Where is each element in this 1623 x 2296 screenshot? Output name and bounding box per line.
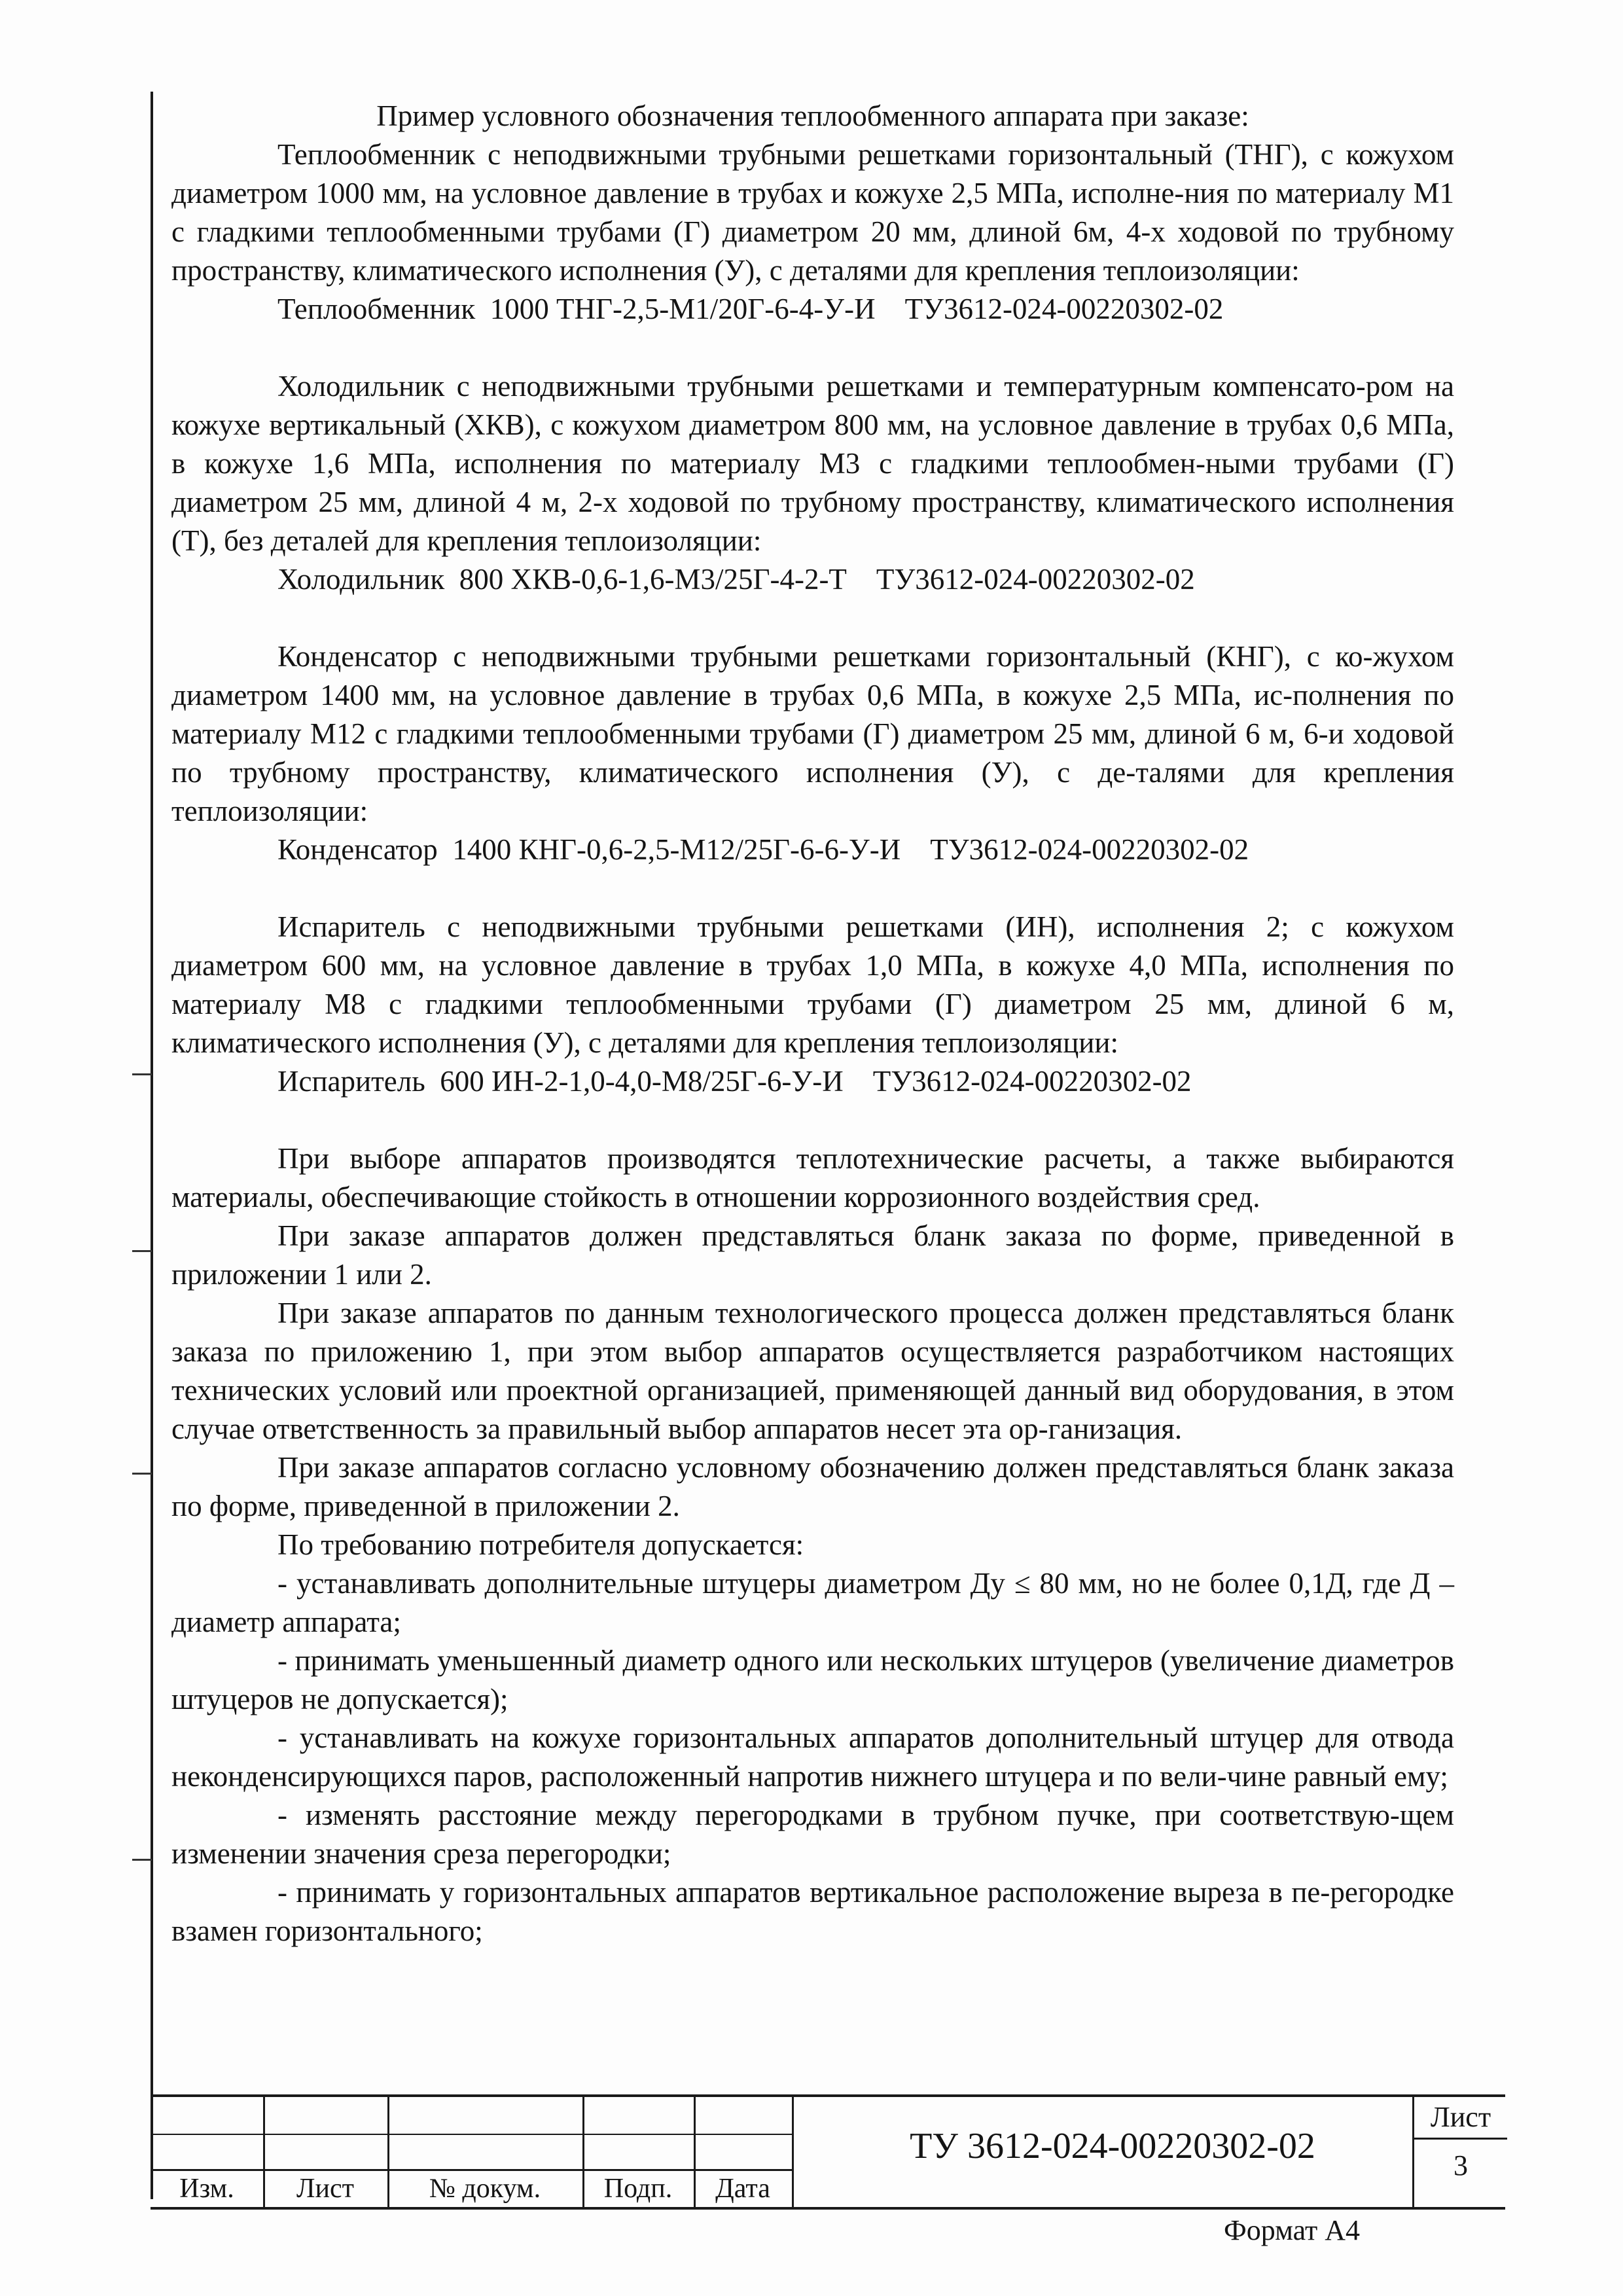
margin-tick xyxy=(132,1073,152,1075)
title-block xyxy=(151,2094,1505,2210)
example-4-text: Испаритель с неподвижными трубными решетками (ИН), исполнения 2; с кожухом диаметром 600 мм, на условное давление в трубах 1,0 МПа, в кожухе 4,0 МПа, исполнения по материалу М8 с гладкими теплообменными трубами (Г) диаметром 25 мм, длиной 6 м, климатического исполнения (У), с деталями для крепления теплоизоляции: xyxy=(171,910,1454,1059)
margin-tick xyxy=(132,1473,152,1475)
list-item: - устанавливать дополнительные штуцеры диаметром Ду ≤ 80 мм, но не более 0,1Д, где Д – диаметр аппарата; xyxy=(171,1567,1454,1638)
column-change-label: Изм. xyxy=(179,2174,234,2204)
column-date-label: Дата xyxy=(715,2174,770,2204)
example-3-text: Конденсатор с неподвижными трубными решетками горизонтальный (КНГ), с ко-жухом диаметром 1400 мм, на условное давление в трубах 0,6 МПа, в кожухе 2,5 МПа, ис-полнения по материалу М12 с гладкими теплообменными трубами (Г) диаметром 25 мм, длиной 6 м, 6-и ходовой по трубному пространству, климатического исполнения (У), с де-талями для крепления теплоизоляции: xyxy=(171,640,1454,827)
list-item: - принимать у горизонтальных аппаратов вертикальное расположение выреза в пе-регородке взамен горизонтального; xyxy=(171,1876,1454,1947)
left-frame-line xyxy=(151,92,153,2199)
list-item: - изменять расстояние между перегородками в трубном пучке, при соответствую-щем изменении значения среза перегородки; xyxy=(171,1799,1454,1870)
document-body xyxy=(171,97,1454,1950)
intro-heading: Пример условного обозначения теплообменного аппарата при заказе: xyxy=(376,99,1249,132)
example-2-designation: Холодильник 800 ХКВ-0,6-1,6-М3/25Г-4-2-Т ТУ3612-024-00220302-02 xyxy=(277,563,1195,596)
example-4-designation: Испаритель 600 ИН-2-1,0-4,0-М8/25Г-6-У-И ТУ3612-024-00220302-02 xyxy=(277,1065,1192,1098)
sheet-box xyxy=(1412,2097,1507,2207)
margin-tick xyxy=(132,1859,152,1861)
sheet-number: 3 xyxy=(1454,2149,1468,2181)
list-item: - принимать уменьшенный диаметр одного или нескольких штуцеров (увеличение диаметров штуцеров не допускается); xyxy=(171,1644,1454,1715)
column-document-number-label: № докум. xyxy=(429,2174,541,2204)
column-signature-label: Подп. xyxy=(603,2174,673,2204)
paper-format: Формат А4 xyxy=(1224,2214,1361,2246)
example-1-text: Теплообменник с неподвижными трубными решетками горизонтальный (ТНГ), с кожухом диаметром 1000 мм, на условное давление в трубах и кожухе 2,5 МПа, исполне-ния по материалу М1 с гладкими теплообменными трубами (Г) диаметром 20 мм, длиной 6м, 4-х ходовой по трубному пространству, климатического исполнения (У), с деталями для крепления теплоизоляции: xyxy=(171,138,1454,287)
paragraph-order-form: При заказе аппаратов должен представляться бланк заказа по форме, приведенной в приложении 1 или 2. xyxy=(171,1219,1454,1291)
paragraph-calculations: При выборе аппаратов производятся теплотехнические расчеты, а также выбираются материалы, обеспечивающие стойкость в отношении коррозионного воздействия сред. xyxy=(171,1142,1454,1213)
revision-grid xyxy=(151,2097,794,2207)
column-sheet-label: Лист xyxy=(296,2174,354,2204)
example-3-designation: Конденсатор 1400 КНГ-0,6-2,5-М12/25Г-6-6-У-И ТУ3612-024-00220302-02 xyxy=(277,833,1249,866)
example-2-text: Холодильник с неподвижными трубными решетками и температурным компенсато-ром на кожухе вертикальный (ХКВ), с кожухом диаметром 800 мм, на условное давление в трубах 0,6 МПа, в кожухе 1,6 МПа, исполнения по материалу М3 с гладкими теплообмен-ными трубами (Г) диаметром 25 мм, длиной 4 м, 2-х ходовой по трубному пространству, климатического исполнения (Т), без деталей для крепления теплоизоляции: xyxy=(171,370,1454,557)
example-1-designation: Теплообменник 1000 ТНГ-2,5-М1/20Г-6-4-У-И ТУ3612-024-00220302-02 xyxy=(277,293,1224,325)
paragraph-designation-order: При заказе аппаратов согласно условному обозначению должен представляться бланк заказа по форме, приведенной в приложении 2. xyxy=(171,1451,1454,1522)
paragraph-consumer-request: По требованию потребителя допускается: xyxy=(277,1528,804,1561)
document-code: ТУ 3612-024-00220302-02 xyxy=(910,2126,1315,2166)
sheet-label: Лист xyxy=(1414,2097,1507,2140)
paragraph-process-order: При заказе аппаратов по данным технологического процесса должен представляться бланк заказа по приложению 1, при этом выбор аппаратов осуществляется разработчиком настоящих технических условий или проектной организацией, применяющей данный вид оборудования, в этом случае ответственность за правильный выбор аппаратов несет эта ор-ганизация. xyxy=(171,1297,1454,1445)
margin-tick xyxy=(132,1250,152,1252)
list-item: - устанавливать на кожухе горизонтальных аппаратов дополнительный штуцер для отвода неконденсирующихся паров, расположенный напротив нижнего штуцера и по вели-чине равный ему; xyxy=(171,1721,1454,1793)
